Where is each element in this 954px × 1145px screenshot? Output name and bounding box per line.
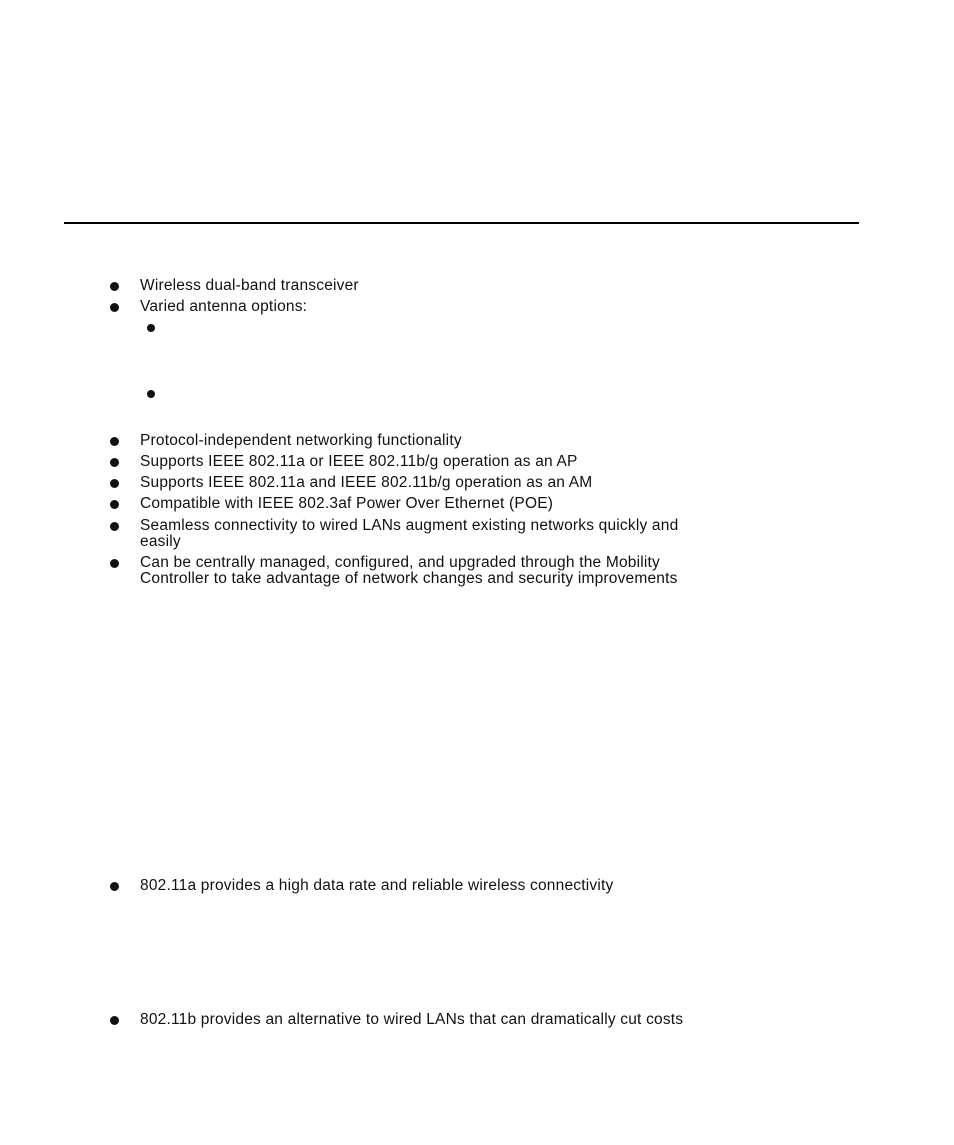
feature-text: Varied antenna options: <box>140 298 308 315</box>
sub-bullet-icon <box>147 390 155 398</box>
sub-bullet-icon <box>147 324 155 332</box>
bullet-icon <box>110 1016 119 1025</box>
feature-text: Can be centrally managed, configured, and upgraded through the Mobility Controller to take advantage of network changes and security improvements <box>140 554 678 587</box>
bullet-icon <box>110 282 119 291</box>
feature-text: Wireless dual-band transceiver <box>140 277 359 294</box>
standard-text: 802.11a provides a high data rate and reliable wireless connectivity <box>140 877 614 894</box>
feature-text: Protocol-independent networking functionality <box>140 432 462 449</box>
bullet-icon <box>110 522 119 531</box>
feature-text: Seamless connectivity to wired LANs augment existing networks quickly and easily <box>140 517 679 550</box>
bullet-icon <box>110 303 119 312</box>
header-rule <box>64 222 859 224</box>
feature-text: Compatible with IEEE 802.3af Power Over Ethernet (POE) <box>140 495 554 512</box>
standard-text: 802.11b provides an alternative to wired LANs that can dramatically cut costs <box>140 1011 684 1028</box>
bullet-icon <box>110 559 119 568</box>
bullet-icon <box>110 437 119 446</box>
bullet-icon <box>110 882 119 891</box>
bullet-icon <box>110 479 119 488</box>
bullet-icon <box>110 458 119 467</box>
feature-text: Supports IEEE 802.11a and IEEE 802.11b/g operation as an AM <box>140 474 593 491</box>
feature-text: Supports IEEE 802.11a or IEEE 802.11b/g operation as an AP <box>140 453 578 470</box>
bullet-icon <box>110 500 119 509</box>
